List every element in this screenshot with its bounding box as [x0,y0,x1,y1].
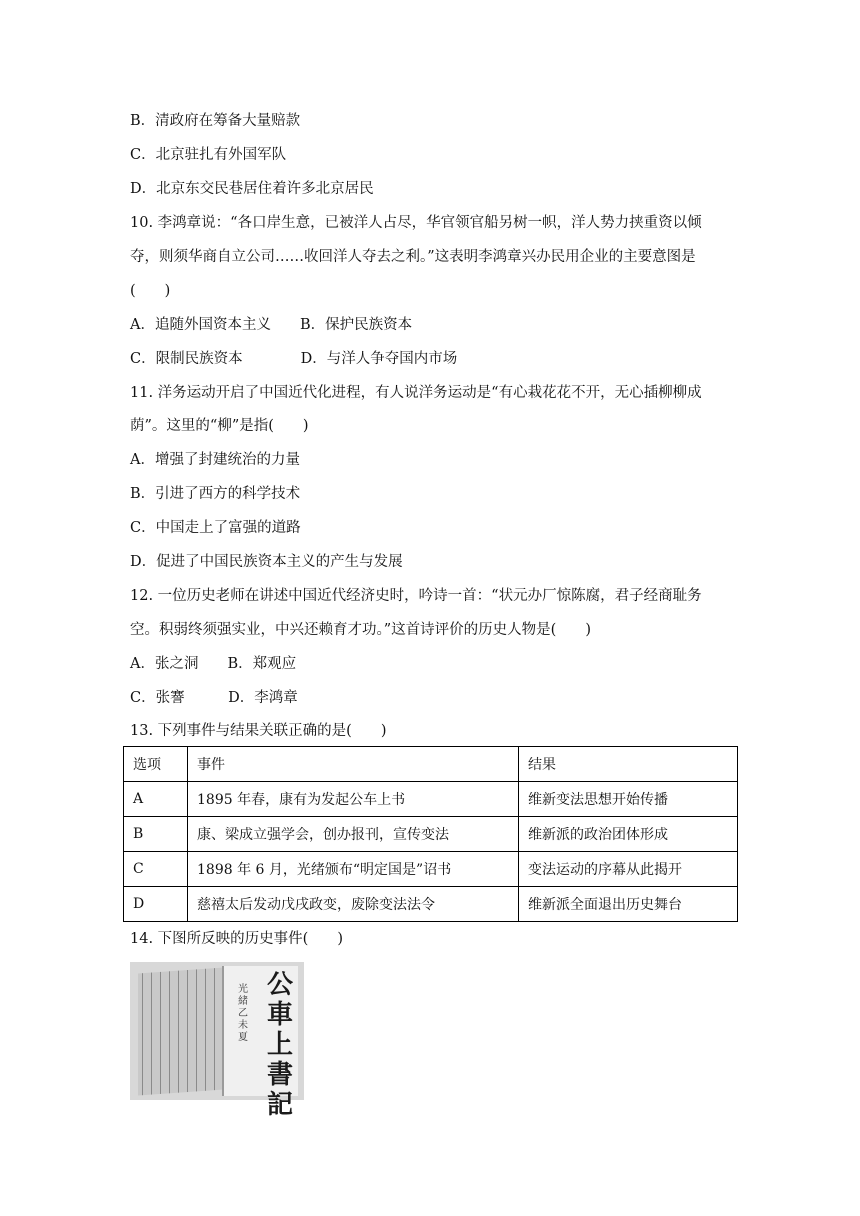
q12-stem-line-2: 空。积弱终须强实业，中兴还赖育才功。”这首诗评价的历史人物是( ) [130,622,591,638]
table-cell-result: 维新派的政治团体形成 [519,817,738,852]
table-row [124,782,738,817]
table-cell-event: 康、梁成立强学会，创办报刊，宣传变法 [188,817,519,852]
table-cell-option: D [124,887,188,922]
q9-option-d: D．北京东交民巷居住着许多北京居民 [130,181,374,197]
q11-option-c: C．中国走上了富强的道路 [130,520,301,536]
document-side-inscription: 光緒乙未夏 [238,984,248,1043]
q10-stem-line-1: 10. 李鸿章说：“各口岸生意，已被洋人占尽，华官领官船另树一帜，洋人势力挟重资以倾 [130,215,702,231]
table-cell-event: 慈禧太后发动戊戌政变，废除变法法令 [188,887,519,922]
table-row [124,817,738,852]
q10-options-cd: C．限制民族资本 D．与洋人争夺国内市场 [130,351,458,367]
q10-options-ab: A．追随外国资本主义 B．保护民族资本 [130,317,413,333]
table-header-cell: 结果 [519,747,738,782]
q11-option-d: D．促进了中国民族资本主义的产生与发展 [130,554,403,570]
table-header-cell: 选项 [124,747,188,782]
table-header-cell: 事件 [188,747,519,782]
table-cell-option: A [124,782,188,817]
q12-options-cd: C．张謇 D．李鸿章 [130,690,298,706]
q11-option-a: A．增强了封建统治的力量 [130,452,300,468]
table-header-row [124,747,738,782]
gongche-shangshu-document-image [130,962,304,1120]
q10-stem-line-2: 夺，则须华商自立公司……收回洋人夺去之利。”这表明李鸿章兴办民用企业的主要意图是 [130,249,696,265]
document-title-calligraphy: 公車上書記 [266,970,293,1120]
table-cell-option: B [124,817,188,852]
q9-option-b: B．清政府在筹备大量赔款 [130,113,301,129]
table-cell-option: C [124,852,188,887]
table-cell-result: 维新派全面退出历史舞台 [519,887,738,922]
table-row [124,852,738,887]
q13-stem: 13. 下列事件与结果关联正确的是( ) [130,723,387,739]
table-cell-result: 变法运动的序幕从此揭开 [519,852,738,887]
q11-stem-line-1: 11. 洋务运动开启了中国近代化进程，有人说洋务运动是“有心栽花花不开，无心插柳柳成 [130,385,702,401]
q11-option-b: B．引进了西方的科学技术 [130,486,301,502]
table-row [124,887,738,922]
q9-option-c: C．北京驻扎有外国军队 [130,147,287,163]
table-cell-event: 1898 年 6 月，光绪颁布“明定国是”诏书 [188,852,519,887]
table-cell-result: 维新变法思想开始传播 [519,782,738,817]
table-cell-event: 1895 年春，康有为发起公车上书 [188,782,519,817]
q12-options-ab: A．张之洞 B．郑观应 [130,656,297,672]
q11-stem-line-2: 荫”。这里的“柳”是指( ) [130,418,309,434]
q10-answer-blank: ( ) [130,283,171,299]
q13-table [123,746,738,922]
q12-stem-line-1: 12. 一位历史老师在讲述中国近代经济史时，吟诗一首：“状元办厂惊陈腐，君子经商耻务 [130,588,702,604]
q14-stem: 14. 下图所反映的历史事件( ) [130,931,343,947]
